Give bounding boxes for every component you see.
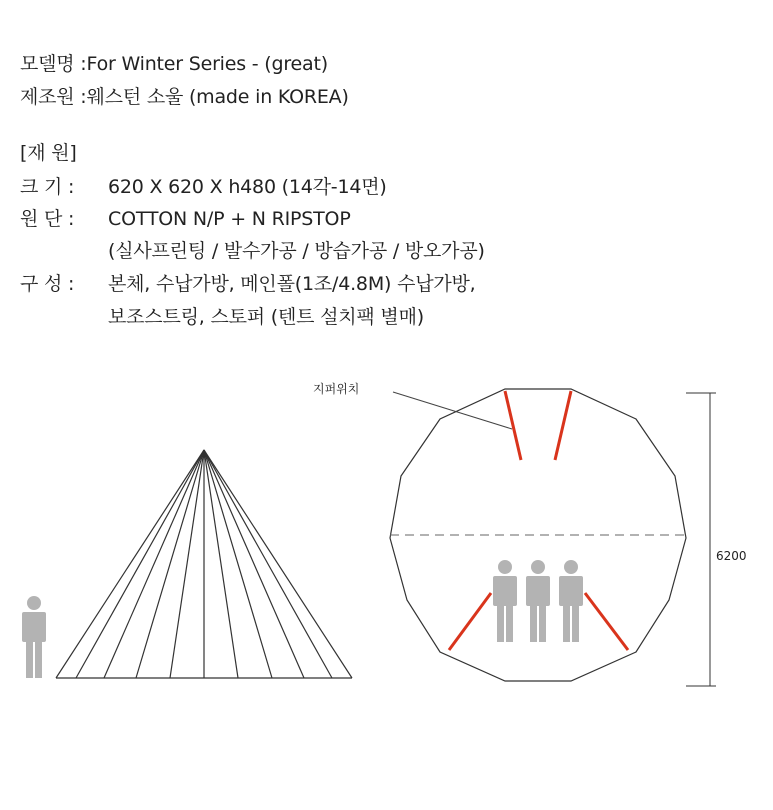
maker-label: 제조원 : <box>20 86 87 108</box>
composition-value-2: 보조스트링, 스토퍼 (텐트 설치팩 별매) <box>108 306 424 328</box>
composition-label: 구 성 : <box>20 273 75 295</box>
zipper-marks <box>449 391 628 650</box>
dimension-line <box>686 393 716 686</box>
model-value: For Winter Series - (great) <box>86 53 328 75</box>
person-icon <box>22 596 46 678</box>
zipper-label: 지퍼위치 <box>313 382 360 396</box>
size-value: 620 X 620 X h480 (14각-14면) <box>108 176 387 198</box>
model-label: 모델명 : <box>20 53 87 75</box>
tent-side-view <box>56 450 352 678</box>
maker-value: 웨스턴 소울 (made in KOREA) <box>86 86 349 108</box>
fabric-value: COTTON N/P + N RIPSTOP <box>108 208 351 230</box>
people-group-icon <box>493 560 583 642</box>
dimension-label: 6200 <box>716 549 747 563</box>
fabric-value-2: (실사프린팅 / 발수가공 / 방습가공 / 방오가공) <box>108 240 485 262</box>
tent-floor-outline <box>390 389 686 681</box>
size-label: 크 기 : <box>20 176 75 198</box>
fabric-label: 원 단 : <box>20 208 75 230</box>
section-title: [재 원] <box>20 142 77 164</box>
zipper-pointer-line <box>393 392 512 429</box>
composition-value: 본체, 수납가방, 메인폴(1조/4.8M) 수납가방, <box>108 273 476 295</box>
